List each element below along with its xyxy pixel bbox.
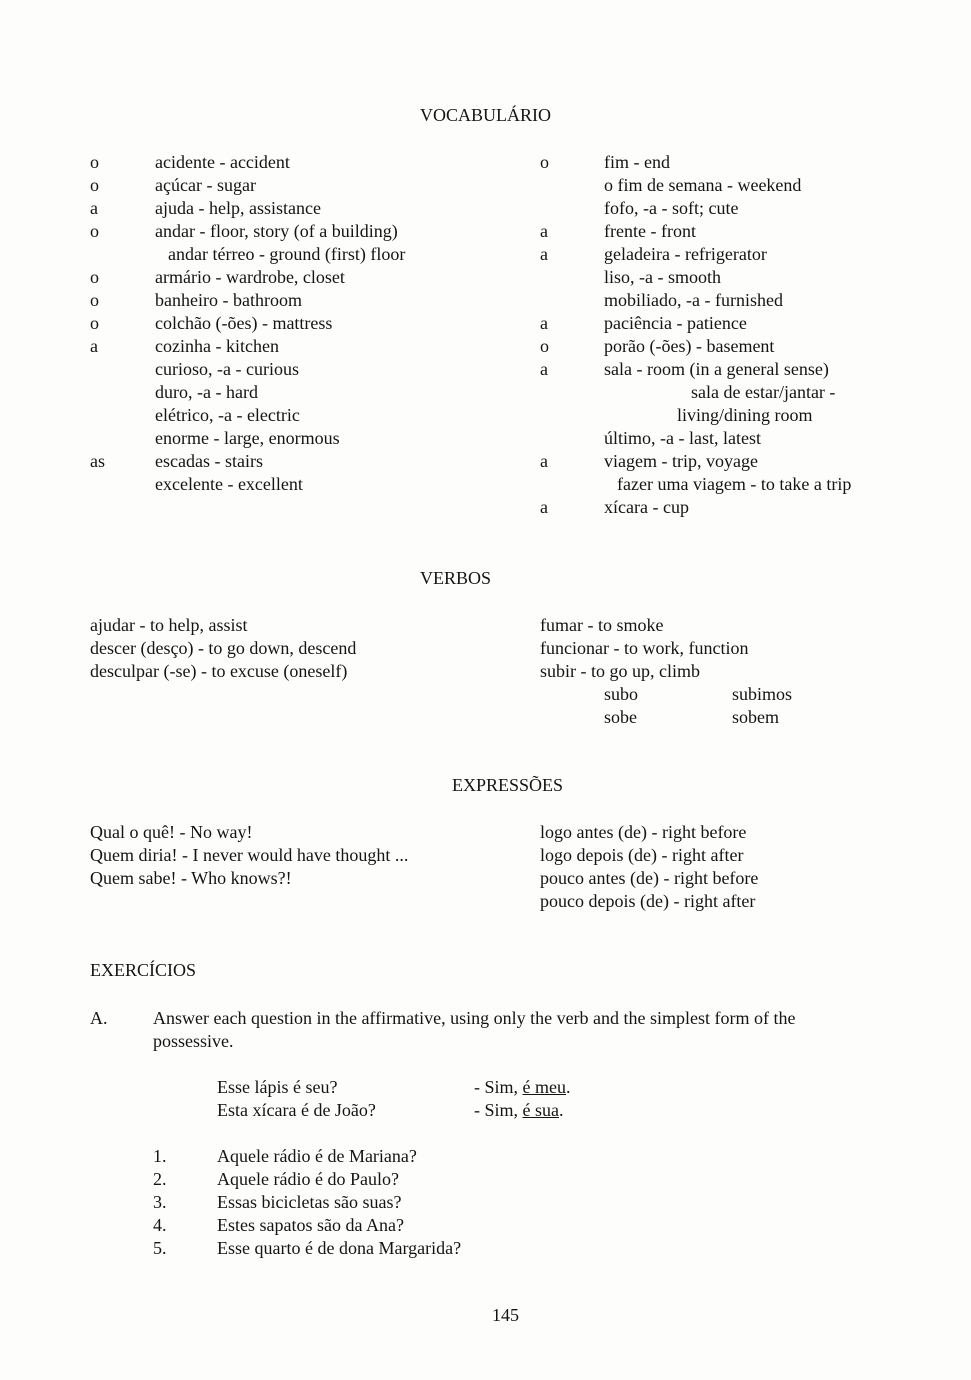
answer-prefix: - Sim, xyxy=(474,1100,523,1120)
conjugation-subimos: subimos xyxy=(732,684,793,704)
vocab-entry: paciência - patience xyxy=(604,313,747,333)
verbs-heading: VERBOS xyxy=(419,568,491,588)
exercise-item-number: 5. xyxy=(153,1238,167,1258)
example-answer xyxy=(474,1099,564,1122)
expression-entry: logo depois (de) - right after xyxy=(540,845,744,865)
vocab-entry: fim - end xyxy=(604,152,670,172)
vocab-heading: VOCABULÁRIO xyxy=(419,105,551,125)
vocab-article: o xyxy=(90,175,99,195)
vocab-entry: sala de estar/jantar - xyxy=(691,382,836,402)
expression-entry: logo antes (de) - right before xyxy=(540,822,747,842)
vocab-entry: duro, -a - hard xyxy=(155,382,258,402)
exercise-item-question: Esse quarto é de dona Margarida? xyxy=(217,1238,462,1258)
expression-entry: pouco depois (de) - right after xyxy=(540,891,756,911)
vocab-article: o xyxy=(90,267,99,287)
vocab-article: a xyxy=(90,198,98,218)
vocab-article: o xyxy=(90,152,99,172)
example-question: Esse lápis é seu? xyxy=(217,1077,338,1097)
conjugation-sobe: sobe xyxy=(604,707,637,727)
example-question: Esta xícara é de João? xyxy=(217,1100,376,1120)
vocab-article: as xyxy=(90,451,105,471)
vocab-entry: andar térreo - ground (first) floor xyxy=(168,244,406,264)
vocab-entry: banheiro - bathroom xyxy=(155,290,302,310)
vocab-entry: andar - floor, story (of a building) xyxy=(155,221,398,241)
vocab-article: o xyxy=(90,290,99,310)
vocab-article: o xyxy=(90,221,99,241)
verb-entry: funcionar - to work, function xyxy=(540,638,749,658)
expressions-right-column xyxy=(540,821,758,913)
exercise-item-number: 3. xyxy=(153,1192,167,1212)
vocab-entry: xícara - cup xyxy=(604,497,689,517)
vocab-article: a xyxy=(540,497,548,517)
answer-prefix: - Sim, xyxy=(474,1077,523,1097)
exercise-a-label: A. xyxy=(90,1008,108,1028)
expression-entry: pouco antes (de) - right before xyxy=(540,868,759,888)
vocab-entry: enorme - large, enormous xyxy=(155,428,340,448)
exercise-item-question: Aquele rádio é de Mariana? xyxy=(217,1146,417,1166)
verb-entry: descer (desço) - to go down, descend xyxy=(90,638,357,658)
vocab-entry: cozinha - kitchen xyxy=(155,336,279,356)
vocab-entry: último, -a - last, latest xyxy=(604,428,761,448)
verb-entry: fumar - to smoke xyxy=(540,615,664,635)
vocab-entry: colchão (-ões) - mattress xyxy=(155,313,333,333)
vocab-entry: açúcar - sugar xyxy=(155,175,256,195)
conjugation-subo: subo xyxy=(604,684,639,704)
vocab-article: o xyxy=(90,313,99,333)
conjugation-sobem: sobem xyxy=(732,707,779,727)
answer-underlined: é meu xyxy=(522,1077,566,1097)
verbs-right-column xyxy=(540,614,748,683)
vocab-entry: sala - room (in a general sense) xyxy=(604,359,829,379)
vocab-entry: liso, -a - smooth xyxy=(604,267,721,287)
vocab-article: a xyxy=(540,244,548,264)
vocab-entry: escadas - stairs xyxy=(155,451,263,471)
exercise-item-question: Estes sapatos são da Ana? xyxy=(217,1215,404,1235)
page-number: 145 xyxy=(492,1305,519,1325)
vocab-article: a xyxy=(90,336,98,356)
vocab-article: o xyxy=(540,152,549,172)
example-answer xyxy=(474,1076,571,1099)
vocab-entry: fazer uma viagem - to take a trip xyxy=(617,474,852,494)
vocab-entry: ajuda - help, assistance xyxy=(155,198,321,218)
vocab-article: o xyxy=(540,336,549,356)
exercise-item-number: 4. xyxy=(153,1215,167,1235)
expression-entry: Quem diria! - I never would have thought ... xyxy=(90,845,409,865)
expression-entry: Qual o quê! - No way! xyxy=(90,822,253,842)
exercise-a-instruction-line1: Answer each question in the affirmative, using only the verb and the simplest form of the xyxy=(153,1008,796,1028)
answer-suffix: . xyxy=(566,1077,571,1097)
vocab-entry: acidente - accident xyxy=(155,152,290,172)
vocab-entry: armário - wardrobe, closet xyxy=(155,267,345,287)
exercises-heading: EXERCÍCIOS xyxy=(90,960,197,980)
vocab-entry: o fim de semana - weekend xyxy=(604,175,802,195)
vocab-entry: excelente - excellent xyxy=(155,474,303,494)
vocab-entry: fofo, -a - soft; cute xyxy=(604,198,739,218)
exercise-item-number: 1. xyxy=(153,1146,167,1166)
answer-suffix: . xyxy=(559,1100,564,1120)
exercise-a-instruction-line2: possessive. xyxy=(153,1031,234,1051)
exercise-item-question: Essas bicicletas são suas? xyxy=(217,1192,402,1212)
vocab-article: a xyxy=(540,313,548,333)
vocab-entry: porão (-ões) - basement xyxy=(604,336,775,356)
expressions-left-column xyxy=(90,821,408,890)
vocab-article: a xyxy=(540,359,548,379)
vocab-entry: curioso, -a - curious xyxy=(155,359,299,379)
verb-entry: desculpar (-se) - to excuse (oneself) xyxy=(90,661,348,681)
exercise-item-number: 2. xyxy=(153,1169,167,1189)
vocab-entry: elétrico, -a - electric xyxy=(155,405,300,425)
vocab-entry: geladeira - refrigerator xyxy=(604,244,767,264)
vocab-entry: viagem - trip, voyage xyxy=(604,451,758,471)
verb-entry: subir - to go up, climb xyxy=(540,661,700,681)
vocab-entry: living/dining room xyxy=(677,405,813,425)
verbs-left-column xyxy=(90,614,356,683)
vocab-article: a xyxy=(540,221,548,241)
exercise-item-question: Aquele rádio é do Paulo? xyxy=(217,1169,399,1189)
answer-underlined: é sua xyxy=(522,1100,559,1120)
vocab-entry: mobiliado, -a - furnished xyxy=(604,290,783,310)
expressions-heading: EXPRESSÕES xyxy=(451,775,564,795)
vocab-entry: frente - front xyxy=(604,221,696,241)
vocab-article: a xyxy=(540,451,548,471)
verb-entry: ajudar - to help, assist xyxy=(90,615,248,635)
expression-entry: Quem sabe! - Who knows?! xyxy=(90,868,292,888)
